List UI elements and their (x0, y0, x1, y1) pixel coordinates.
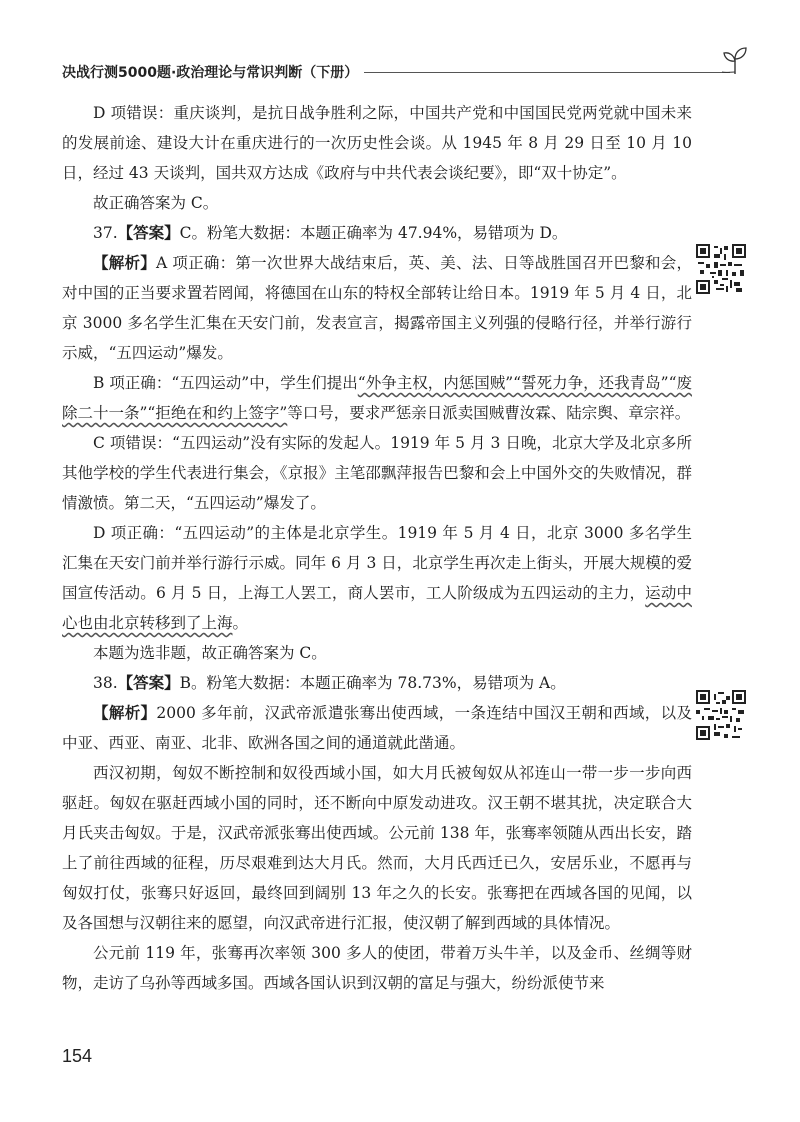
option-b-slogans: “外争主权，内惩国贼”“誓死力争，还我青岛”“废除二十一条”“拒绝在和约上签字” (62, 374, 692, 422)
page-number: 154 (62, 1046, 93, 1066)
question-38-answer (62, 668, 692, 698)
question-number: 37. (93, 224, 118, 242)
running-header: 决战行测5000题·政治理论与常识判断（下册） (62, 62, 364, 82)
question-37-analysis (62, 248, 692, 368)
analysis-tag: 【解析】 (93, 254, 157, 272)
page-body (62, 98, 692, 998)
option-b-lead: B 项正确：“五四运动”中，学生们提出 (93, 374, 358, 392)
option-b-tail: 等口号，要求严惩亲日派卖国贼曹汝霖、陆宗舆、章宗祥。 (287, 404, 691, 422)
option-d-tail: 。 (232, 614, 249, 632)
paragraph-119bc: 公元前 119 年，张骞再次率领 300 多人的使团，带着万头牛羊，以及金币、丝绸等财物，走访了乌孙等西域多国。西域各国认识到汉朝的富足与强大，纷纷派使节来 (62, 944, 692, 992)
paragraph-d-chongqing: D 项错误：重庆谈判，是抗日战争胜利之际，中国共产党和中国国民党两党就中国未来的发展前途、建设大计在重庆进行的一次历史性会谈。从 1945 年 8 月 29 日至 10 月 10 日，经过 43 天谈判，国共双方达成《政府与中共代表会谈纪要》，即“双十协定”。 (62, 104, 692, 182)
sprout-icon (722, 44, 748, 76)
analysis-text: 2000 多年前，汉武帝派遣张骞出使西域，一条连结中国汉王朝和西域，以及中亚、西亚、南亚、北非、欧洲各国之间的通道就此凿通。 (62, 704, 692, 752)
question-37-answer (62, 218, 692, 248)
option-d-underlined: 运动中心也由北京转移到了上海 (62, 584, 692, 632)
analysis-tag: 【解析】 (93, 704, 157, 722)
qr-code-icon-38[interactable] (696, 690, 746, 740)
conclusion-37: 本题为选非题，故正确答案为 C。 (93, 644, 327, 662)
paragraph-xihan: 西汉初期，匈奴不断控制和奴役西域小国，如大月氏被匈奴从祁连山一带一步一步向西驱赶。匈奴在驱赶西域小国的同时，还不断向中原发动进攻。汉王朝不堪其扰，决定联合大月氏夹击匈奴。于是，汉武帝派张骞出使西域。公元前 138 年，张骞率领随从西出长安，踏上了前往西域的征程，历尽艰难到达大月氏。然而，大月氏西迁已久，安居乐业，不愿再与匈奴打仗，张骞只好返回，最终回到阔别 13 年之久的长安。张骞把在西域各国的见闻，以及各国想与汉朝往来的愿望，向汉武帝进行汇报，使汉朝了解到西域的具体情况。 (62, 764, 692, 932)
answer-text: B。粉笔大数据：本题正确率为 78.73%，易错项为 A。 (179, 674, 566, 692)
option-d-lead: D 项正确：“五四运动”的主体是北京学生。1919 年 5 月 4 日，北京 3000 多名学生汇集在天安门前并举行游行示威。同年 6 月 3 日，北京学生再次走上街头，开展大规模的爱国宣传活动。6 月 5 日，上海工人罢工，商人罢市，工人阶级成为五四运动的主力， (62, 524, 692, 602)
qr-code-icon-37[interactable] (696, 244, 746, 294)
option-d-explanation (62, 518, 692, 638)
question-38-analysis (62, 698, 692, 758)
answer-text: C。粉笔大数据：本题正确率为 47.94%，易错项为 D。 (179, 224, 568, 242)
answer-tag: 【答案】 (117, 224, 180, 242)
analysis-text: A 项正确：第一次世界大战结束后，英、美、法、日等战胜国召开巴黎和会，对中国的正当要求置若罔闻，将德国在山东的特权全部转让给日本。1919 年 5 月 4 日，北京 3000 多名学生汇集在天安门前，发表宣言，揭露帝国主义列强的侵略行径，并举行游行示威，“五四运动”爆发。 (62, 254, 692, 362)
answer-tag: 【答案】 (117, 674, 180, 692)
option-b-explanation (62, 368, 692, 428)
paragraph-answer-c-36: 故正确答案为 C。 (93, 194, 219, 212)
option-c-explanation: C 项错误：“五四运动”没有实际的发起人。1919 年 5 月 3 日晚，北京大学及北京多所其他学校的学生代表进行集会，《京报》主笔邵飘萍报告巴黎和会上中国外交的失败情况，群情激愤。第二天，“五四运动”爆发了。 (62, 434, 692, 512)
question-number: 38. (93, 674, 118, 692)
